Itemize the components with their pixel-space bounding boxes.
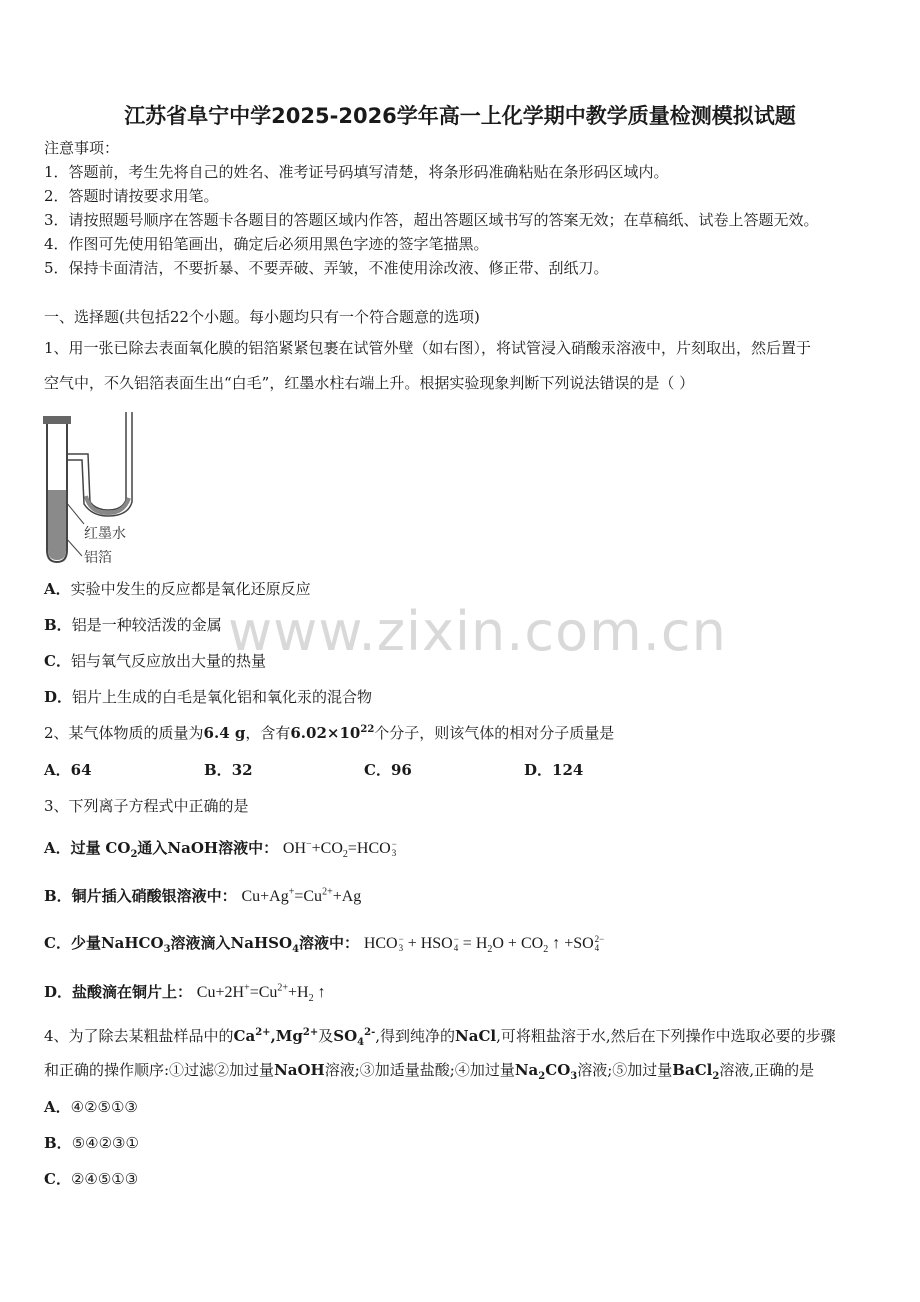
q3-stem: 3、下列离子方程式中正确的是 xyxy=(44,797,249,815)
q1-stem-line2: 空气中，不久铝箔表面生出“白毛”，红墨水柱右端上升。根据实验现象判断下列说法错误的是（ ） xyxy=(44,374,695,392)
q4-option-c: C．②④⑤①③ xyxy=(44,1170,139,1188)
q4-stem-line1: 4、为了除去某粗盐样品中的$Ca^{2+},Mg^{2+}$及$SO_4^{2-}$,得到纯净的NaCl,可将粗盐溶于水,然后在下列操作中选取必要的步骤 xyxy=(44,1027,836,1048)
notice-item-5: 5．保持卡面清洁，不要折暴、不要弄破、弄皱，不准使用涂改液、修正带、刮纸刀。 xyxy=(44,259,609,277)
q3-option-c: C．少量NaHCO$_3$溶液滴入NaHSO$_4$溶液中： HCO− 3 + HSO− $4 = H_2O + CO_2$ ↑ +SO2− 4 xyxy=(44,934,605,956)
q1-option-c: C．铝与氧气反应放出大量的热量 xyxy=(44,652,266,670)
notice-item-1: 1．答题前，考生先将自己的姓名、准考证号码填写清楚，将条形码准确粘贴在条形码区域内。 xyxy=(44,163,669,181)
notice-item-3: 3．请按照题号顺序在答题卡各题目的答题区域内作答，超出答题区域书写的答案无效；在草稿纸、试卷上答题无效。 xyxy=(44,211,819,229)
label-red-ink: 红墨水 xyxy=(84,526,126,542)
equation-b: $Cu+Ag^+=Cu^{2+}+Ag$ xyxy=(241,886,362,905)
page-title: 江苏省阜宁中学2025-2026学年高一上化学期中教学质量检测模拟试题 xyxy=(124,104,796,128)
q3-option-d: D．盐酸滴在铜片上： $Cu+2H^+=Cu^{2+}+H_2$ ↑ xyxy=(44,982,326,1005)
q1-stem-line1: 1、用一张已除去表面氧化膜的铝箔紧紧包裹在试管外壁（如右图），将试管浸入硝酸汞溶液中，片刻取出，然后置于 xyxy=(44,339,812,357)
q4-option-b: B．⑤④②③① xyxy=(44,1134,139,1152)
q3-option-b: B．铜片插入硝酸银溶液中： $Cu+Ag^+=Cu^{2+}+Ag$ xyxy=(44,886,362,905)
q2-stem: 2、某气体物质的质量为6.4 g，含有$6.02\times 10^{22}$个分子，则该气体的相对分子质量是 xyxy=(44,724,615,742)
q2-option-d: D．124 xyxy=(524,761,584,779)
q2-option-a: A．64 xyxy=(44,761,92,779)
label-foil: 铝箔 xyxy=(84,550,112,566)
stopper xyxy=(43,416,71,424)
q4-stem-line2: 和正确的操作顺序:①过滤②加过量NaOH溶液;③加适量盐酸;④加过量$Na_2CO_3$溶液;⑤加过量BaCl$_2$溶液,正确的是 xyxy=(44,1061,815,1082)
notice-item-2: 2．答题时请按要求用笔。 xyxy=(44,187,219,205)
watermark: www.zixin.com.cn xyxy=(228,600,727,663)
q1-option-d: D．铝片上生成的白毛是氧化铝和氧化汞的混合物 xyxy=(44,688,373,706)
equation-a: $OH^-+CO_2=HCO-$ 3 xyxy=(282,838,397,861)
equation-c: HCO− 3 + HSO− $4 = H_2O + CO_2$ ↑ +SO2− 4 xyxy=(363,934,605,956)
notice-heading: 注意事项： xyxy=(44,139,120,157)
u-tube xyxy=(67,412,126,510)
notice-item-4: 4．作图可先使用铅笔画出，确定后必须用黑色字迹的签字笔描黑。 xyxy=(44,235,489,253)
q1-option-a: A．实验中发生的反应都是氧化还原反应 xyxy=(44,580,311,598)
aluminum-foil xyxy=(48,490,66,550)
test-tube-figure xyxy=(38,410,148,568)
q2-option-c: C．96 xyxy=(364,761,412,779)
q4-option-a: A．④②⑤①③ xyxy=(44,1098,138,1116)
equation-d: $Cu+2H^+=Cu^{2+}+H_2$ ↑ xyxy=(196,982,326,1005)
q2-option-b: B．32 xyxy=(204,761,253,779)
q1-option-b: B．铝是一种较活泼的金属 xyxy=(44,616,222,634)
q3-option-a: A．过量 $CO_2$通入NaOH溶液中： $OH^-+CO_2=HCO-$ 3 xyxy=(44,838,397,861)
section-heading: 一、选择题(共包括22个小题。每小题均只有一个符合题意的选项) xyxy=(44,308,480,326)
